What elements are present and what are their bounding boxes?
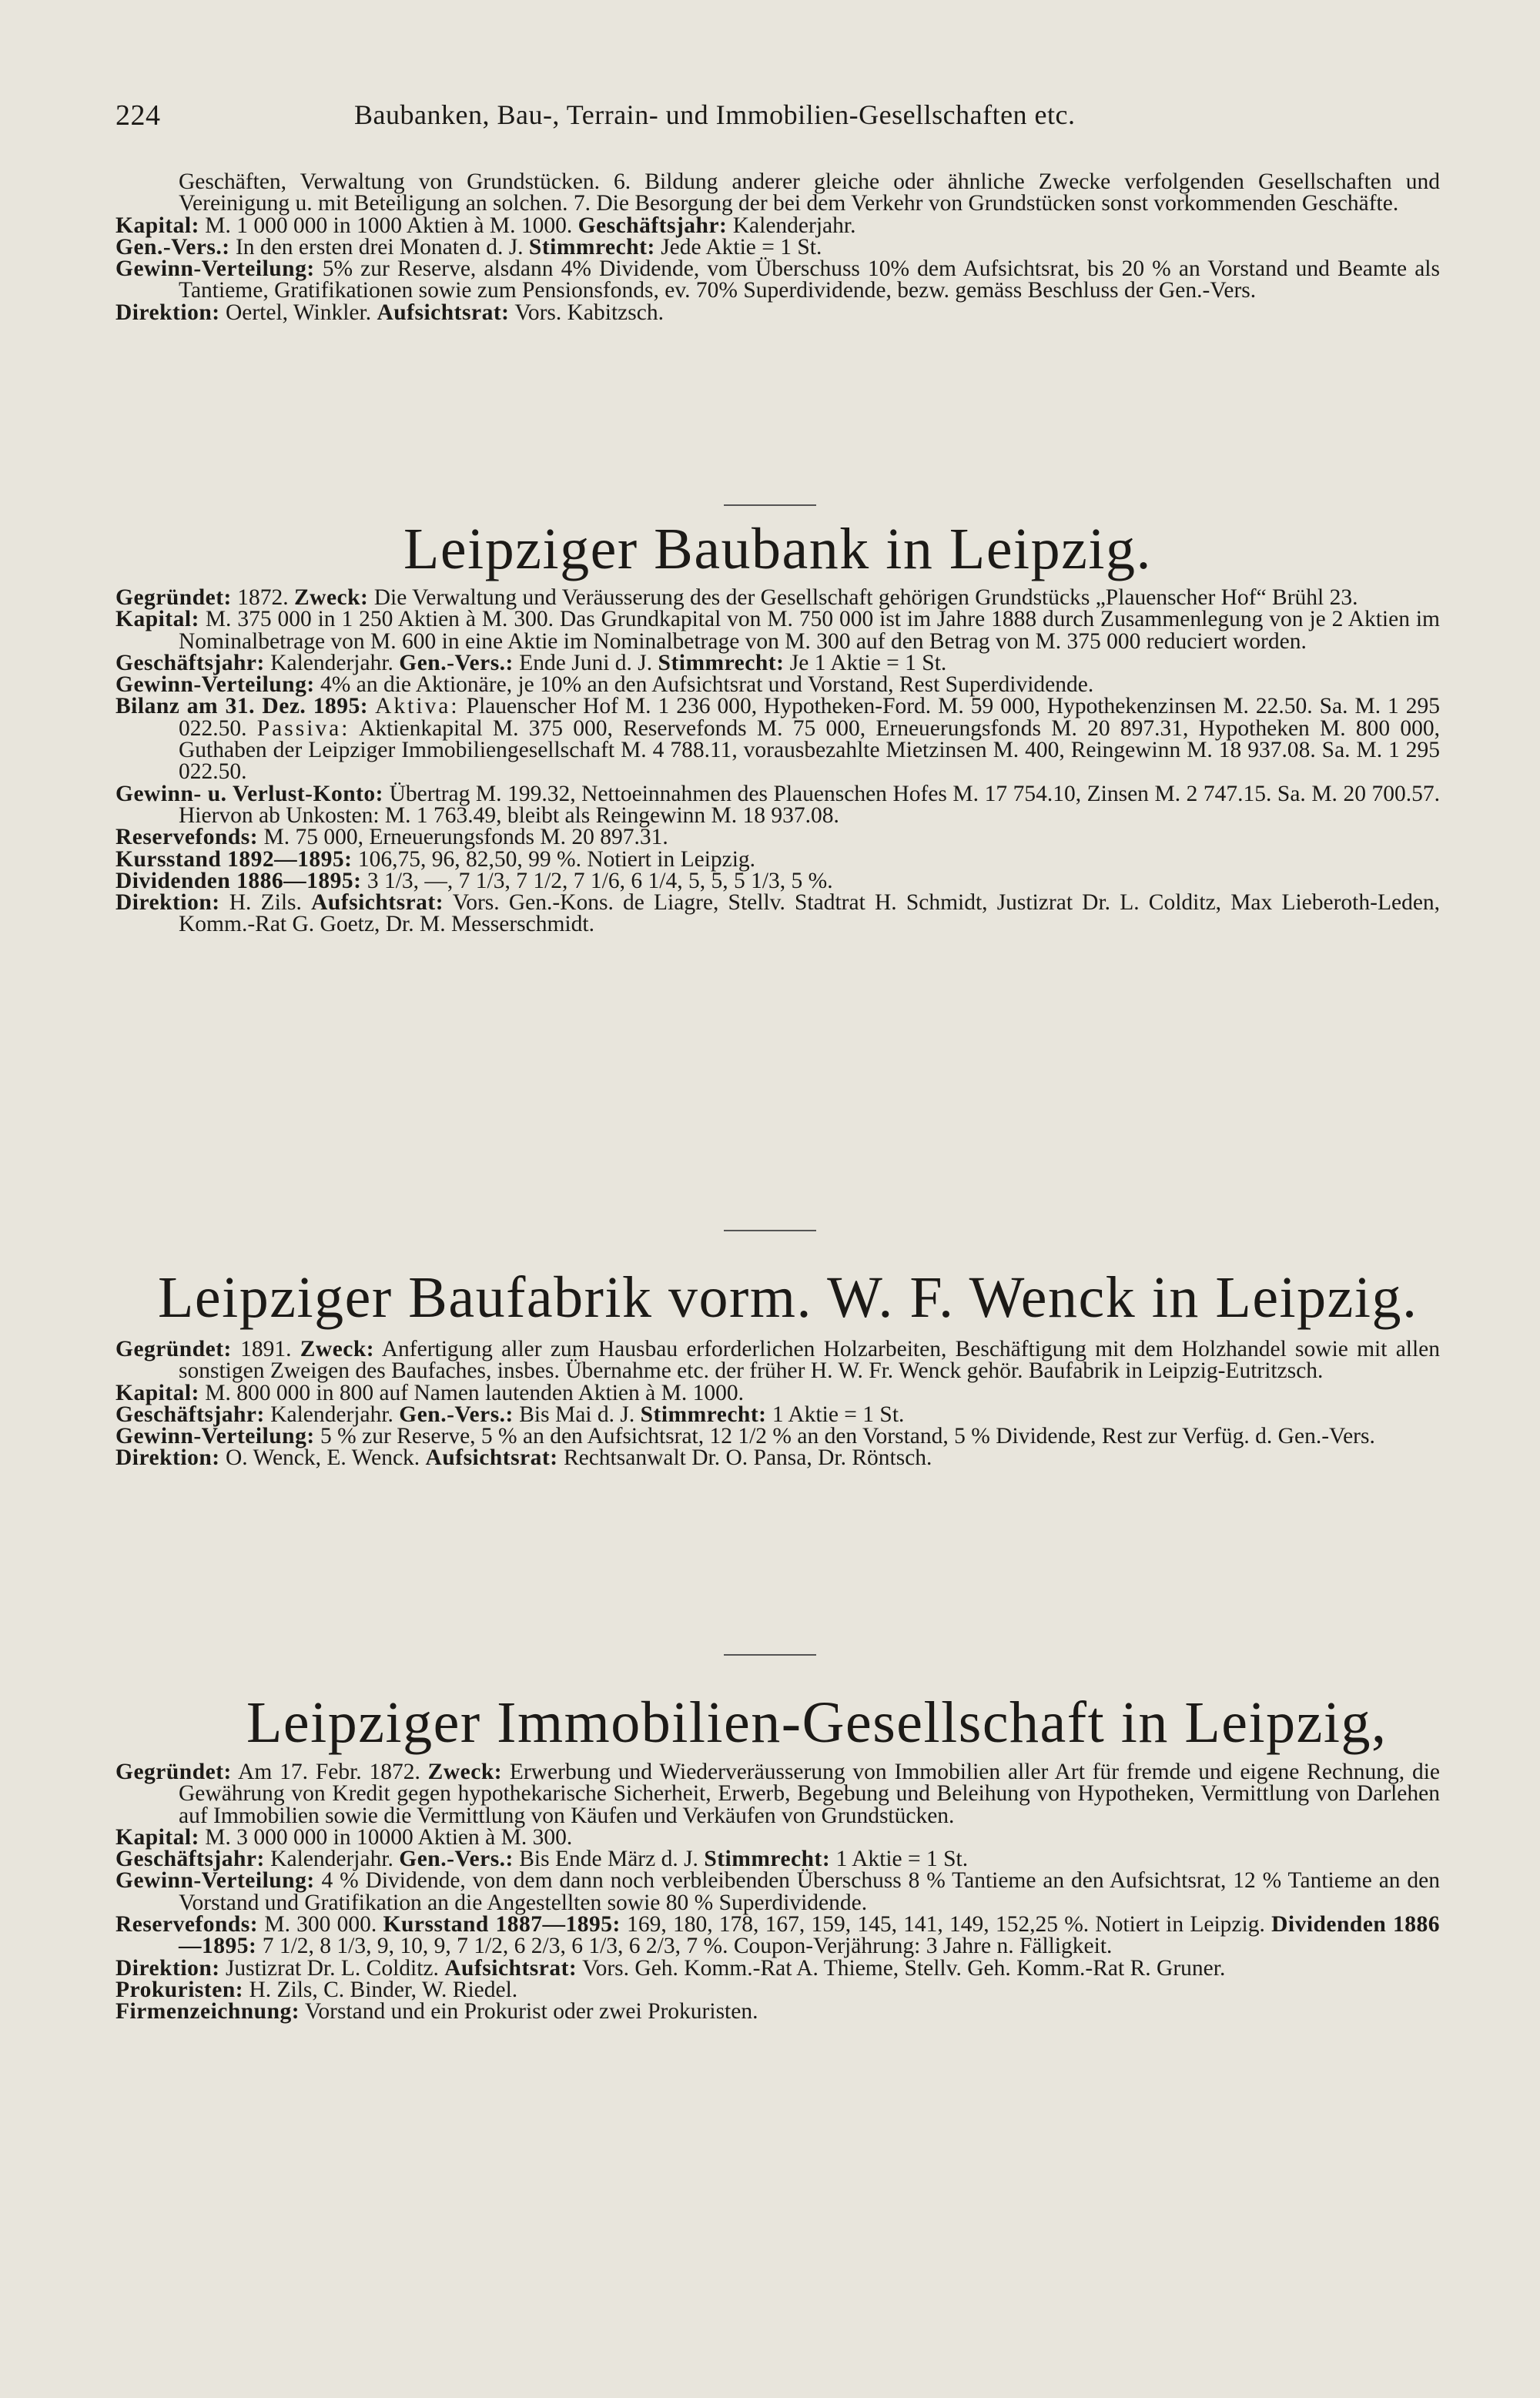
section-divider bbox=[724, 1654, 816, 1656]
baubank-bilanz: Bilanz am 31. Dez. 1895: Aktiva: Plauenscher Hof M. 1 236 000, Hypotheken-Ford. M. 59 000, Hypothekenzinsen M. 22.50. Sa. M. 1 295 022.50. Passiva: Aktienkapital M. 375 000, Reservefonds M. 75 000, Erneuerungsfonds M. 20 897.31, Hypotheken M. 800 000, Guthaben der Leipziger Immobiliengesellschaft M. 4 788.11, vorausbezahlte Mietzinsen M. 400, Reingewinn M. 18 937.08. Sa. M. 1 295 022.50. bbox=[116, 694, 1441, 785]
baubank-geschaeftsjahr: Geschäftsjahr: Kalenderjahr. Gen.-Vers.: Ende Juni d. J. Stimmrecht: Je 1 Aktie = 1 St. bbox=[116, 650, 947, 675]
baufabrik-gewinn: Gewinn-Verteilung: 5 % zur Reserve, 5 % an den Aufsichtsrat, 12 1/2 % an den Vorstand, 5 % Dividende, Rest zur Verfüg. d. Gen.-Vers. bbox=[116, 1424, 1375, 1449]
immobilien-title: Leipziger Immobilien-Gesellschaft in Leipzig, bbox=[246, 1690, 1388, 1755]
immobilien-section bbox=[116, 1761, 1440, 2023]
running-header bbox=[116, 92, 1424, 139]
page-number: 224 bbox=[116, 99, 161, 132]
baubank-reservefonds: Reservefonds: M. 75 000, Erneuerungsfonds M. 20 897.31. bbox=[116, 825, 668, 850]
immobilien-kapital: Kapital: M. 3 000 000 in 10000 Aktien à M. 300. bbox=[116, 1824, 573, 1850]
section-divider bbox=[724, 1230, 816, 1231]
immobilien-reservefonds: Reservefonds: M. 300 000. Kursstand 1887—1895: 169, 180, 178, 167, 159, 145, 141, 149, 152,25 %. Notiert in Leipzig. Dividenden 1886—1895: 7 1/2, 8 1/3, 9, 10, 9, 7 1/2, 6 2/3, 6 1/3, 6 2/3, 7 %. Coupon-Verjährung: 3 Jahre n. Fälligkeit. bbox=[116, 1912, 1441, 1959]
immobilien-firmenzeichnung: Firmenzeichnung: Vorstand und ein Prokurist oder zwei Prokuristen. bbox=[116, 1999, 758, 2025]
genvers-line: Gen.-Vers.: In den ersten drei Monaten d. J. Stimmrecht: Jede Aktie = 1 St. bbox=[116, 234, 822, 260]
baufabrik-title: Leipziger Baufabrik vorm. W. F. Wenck in Leipzig. bbox=[158, 1265, 1418, 1330]
direktion-line: Direktion: Oertel, Winkler. Aufsichtsrat: Vors. Kabitzsch. bbox=[116, 300, 664, 325]
running-title: Baubanken, Bau-, Terrain- und Immobilien-Gesellschaften etc. bbox=[354, 99, 1076, 130]
zweck-continuation: Geschäften, Verwaltung von Grundstücken. 6. Bildung anderer gleiche oder ähnliche Zwecke verfolgenden Gesellschaften und Vereinigung u. mit Beteiligung an solchen. 7. Die Besorgung der bei dem Verkehr von Grundstücken sonst vorkommenden Geschäfte. bbox=[179, 169, 1440, 216]
baubank-title: Leipziger Baubank in Leipzig. bbox=[403, 517, 1153, 581]
baubank-kursstand: Kursstand 1892—1895: 106,75, 96, 82,50, 99 %. Notiert in Leipzig. bbox=[116, 846, 756, 872]
section-divider bbox=[724, 504, 816, 506]
baubank-section bbox=[116, 587, 1440, 936]
immobilien-gegruendet: Gegründet: Am 17. Febr. 1872. Zweck: Erwerbung und Wiederveräusserung von Immobilien aller Art für fremde und eigene Rechnung, die Gewährung von Kredit gegen hypothekarische Sicherheit, Erwerb, Begebung und Beleihung von Hypotheken, Vermittlung von Darlehen auf Immobilien sowie die Vermittlung von Käufen und Verkäufen von Grundstücken. bbox=[116, 1760, 1441, 1828]
baubank-guv: Gewinn- u. Verlust-Konto: Übertrag M. 199.32, Nettoeinnahmen des Plauenschen Hofes M. 17 754.10, Zinsen M. 2 747.15. Sa. M. 20 700.57. Hiervon ab Unkosten: M. 1 763.49, bleibt als Reingewinn M. 18 937.08. bbox=[116, 781, 1440, 828]
baufabrik-kapital: Kapital: M. 800 000 in 800 auf Namen lautenden Aktien à M. 1000. bbox=[116, 1380, 744, 1405]
baubank-direktion: Direktion: H. Zils. Aufsichtsrat: Vors. Gen.-Kons. de Liagre, Stellv. Stadtrat H. Schmidt, Justizrat Dr. L. Colditz, Max Lieberoth-Leden, Komm.-Rat G. Goetz, Dr. M. Messerschmidt. bbox=[116, 890, 1441, 937]
gewinn-verteilung: Gewinn-Verteilung: 5% zur Reserve, alsdann 4% Dividende, vom Überschuss 10% dem Aufsichtsrat, bis 20 % an Vorstand und Beamte als Tantieme, Gratifikationen sowie zum Pensionsfonds, ev. 70% Superdividende, bezw. gemäss Beschluss der Gen.-Vers. bbox=[116, 256, 1440, 303]
immobilien-geschaeftsjahr: Geschäftsjahr: Kalenderjahr. Gen.-Vers.: Bis Ende März d. J. Stimmrecht: 1 Aktie = 1 St. bbox=[116, 1847, 969, 1872]
baubank-dividenden: Dividenden 1886—1895: 3 1/3, —, 7 1/3, 7 1/2, 7 1/6, 6 1/4, 5, 5, 5 1/3, 5 %. bbox=[116, 868, 833, 893]
kapital-line: Kapital: M. 1 000 000 in 1000 Aktien à M. 1000. Geschäftsjahr: Kalenderjahr. bbox=[116, 213, 856, 238]
baubank-gewinn: Gewinn-Verteilung: 4% an die Aktionäre, je 10% an den Aufsichtsrat und Vorstand, Rest Superdividende. bbox=[116, 672, 1094, 698]
immobilien-prokuristen: Prokuristen: H. Zils, C. Binder, W. Riedel. bbox=[116, 1977, 518, 2002]
baufabrik-geschaeftsjahr: Geschäftsjahr: Kalenderjahr. Gen.-Vers.: Bis Mai d. J. Stimmrecht: 1 Aktie = 1 St. bbox=[116, 1402, 905, 1427]
baubank-kapital: Kapital: M. 375 000 in 1 250 Aktien à M. 300. Das Grundkapital von M. 750 000 ist im Jahre 1888 durch Zusammenlegung von je 2 Aktien im Nominalbetrage von M. 600 in eine Aktie im Nominalbetrage von M. 300 auf den Betrag von M. 375 000 reduciert worden. bbox=[116, 607, 1441, 654]
previous-company-section bbox=[116, 171, 1440, 323]
baubank-gegruendet: Gegründet: 1872. Zweck: Die Verwaltung und Veräusserung des der Gesellschaft gehörigen Grundstücks „Plauenscher Hof“ Brühl 23. bbox=[116, 585, 1358, 610]
baufabrik-direktion: Direktion: O. Wenck, E. Wenck. Aufsichtsrat: Rechtsanwalt Dr. O. Pansa, Dr. Röntsch. bbox=[116, 1445, 932, 1471]
immobilien-gewinn: Gewinn-Verteilung: 4 % Dividende, von dem dann noch verbleibenden Überschuss 8 % Tantieme an den Aufsichtsrat, 12 % Tantieme an den Vorstand und Gratifikation an die Angestellten sowie 80 % Superdividende. bbox=[116, 1868, 1440, 1915]
baufabrik-section bbox=[116, 1338, 1440, 1469]
baufabrik-gegruendet: Gegründet: 1891. Zweck: Anfertigung aller zum Hausbau erforderlichen Holzarbeiten, Beschäftigung mit dem Holzhandel sowie mit allen sonstigen Zweigen des Baufaches, insbes. Übernahme etc. der früher H. W. Fr. Wenck gehör. Baufabrik in Leipzig-Eutritzsch. bbox=[116, 1337, 1441, 1384]
immobilien-direktion: Direktion: Justizrat Dr. L. Colditz. Aufsichtsrat: Vors. Geh. Komm.-Rat A. Thieme, Stellv. Geh. Komm.-Rat R. Gruner. bbox=[116, 1955, 1226, 1981]
